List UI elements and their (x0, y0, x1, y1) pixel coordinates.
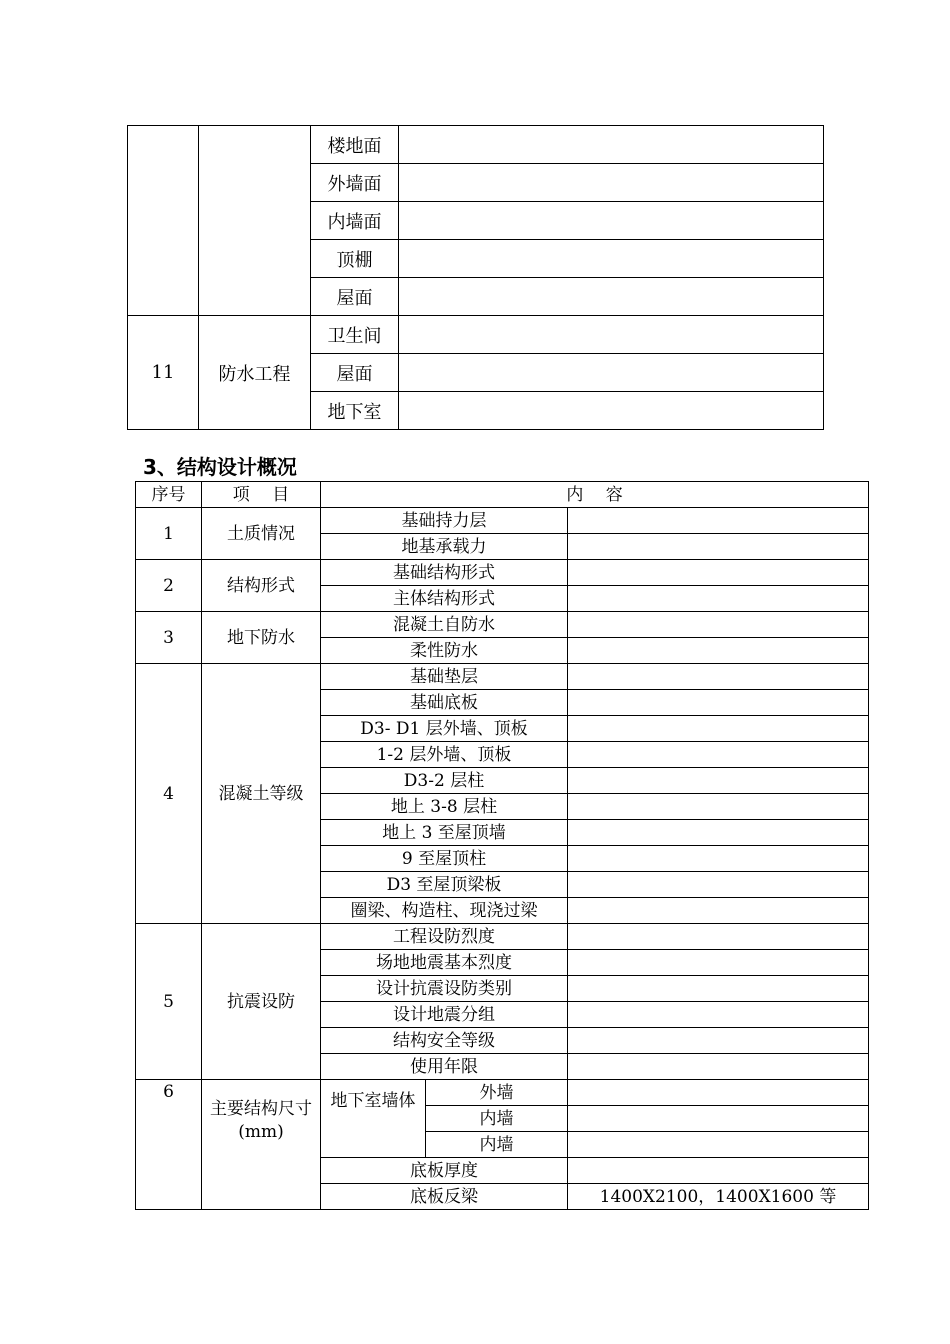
content-cell (568, 1028, 869, 1054)
content-cell (399, 126, 824, 164)
content-cell (568, 976, 869, 1002)
sub-item-cell: 基础垫层 (321, 664, 568, 690)
sub-item-cell: 顶棚 (311, 240, 399, 278)
sub-sub-item-cell: 内墙 (426, 1132, 568, 1158)
content-cell (568, 950, 869, 976)
item-cell: 抗震设防 (202, 924, 321, 1080)
item-cell: 防水工程 (199, 316, 311, 430)
sub-item-cell: 屋面 (311, 278, 399, 316)
item-cell: 混凝土等级 (202, 664, 321, 924)
header-item: 项 目 (202, 482, 321, 508)
table-row (136, 560, 869, 586)
sub-item-cell: 圈梁、构造柱、现浇过梁 (321, 898, 568, 924)
table-row (136, 508, 869, 534)
content-cell (399, 316, 824, 354)
decoration-table (127, 125, 824, 430)
sub-item-cell: 地上 3 至屋顶墙 (321, 820, 568, 846)
seq-cell: 4 (136, 664, 202, 924)
content-cell: 1400X2100，1400X1600 等 (568, 1184, 869, 1210)
content-cell (568, 768, 869, 794)
sub-item-cell: 底板厚度 (321, 1158, 568, 1184)
table-row (136, 664, 869, 690)
sub-item-cell: 基础底板 (321, 690, 568, 716)
sub-item-cell: D3 至屋顶梁板 (321, 872, 568, 898)
content-cell (568, 508, 869, 534)
content-cell (568, 586, 869, 612)
content-cell (568, 1158, 869, 1184)
content-cell (568, 1106, 869, 1132)
sub-item-cell: 混凝土自防水 (321, 612, 568, 638)
seq-cell: 11 (128, 316, 199, 430)
sub-item-cell: 地下室墙体 (321, 1080, 426, 1158)
sub-item-cell: 设计抗震设防类别 (321, 976, 568, 1002)
content-cell (568, 924, 869, 950)
seq-cell: 6 (136, 1080, 202, 1210)
content-cell (568, 612, 869, 638)
sub-item-cell: D3- D1 层外墙、顶板 (321, 716, 568, 742)
seq-cell: 1 (136, 508, 202, 560)
seq-cell (128, 126, 199, 316)
content-cell (568, 1132, 869, 1158)
table-row (136, 924, 869, 950)
content-cell (568, 664, 869, 690)
item-cell: 土质情况 (202, 508, 321, 560)
content-cell (568, 534, 869, 560)
structure-design-table (135, 481, 869, 1210)
sub-item-cell: 工程设防烈度 (321, 924, 568, 950)
header-row (136, 482, 869, 508)
content-cell (568, 560, 869, 586)
content-cell (568, 794, 869, 820)
sub-item-cell: 地下室 (311, 392, 399, 430)
item-cell: 地下防水 (202, 612, 321, 664)
header-content: 内 容 (321, 482, 869, 508)
header-seq: 序号 (136, 482, 202, 508)
sub-item-cell: 卫生间 (311, 316, 399, 354)
content-cell (568, 820, 869, 846)
sub-item-cell: 屋面 (311, 354, 399, 392)
sub-item-cell: 地基承载力 (321, 534, 568, 560)
table-row (136, 1080, 869, 1106)
content-cell (399, 240, 824, 278)
sub-item-cell: 外墙面 (311, 164, 399, 202)
item-cell: 主要结构尺寸(mm) (202, 1080, 321, 1210)
sub-item-cell: 使用年限 (321, 1054, 568, 1080)
content-cell (568, 872, 869, 898)
sub-item-cell: 设计地震分组 (321, 1002, 568, 1028)
content-cell (399, 354, 824, 392)
content-cell (399, 392, 824, 430)
sub-item-cell: 基础结构形式 (321, 560, 568, 586)
content-cell (568, 742, 869, 768)
content-cell (568, 638, 869, 664)
sub-item-cell: 楼地面 (311, 126, 399, 164)
table-row (128, 126, 824, 164)
item-cell: 结构形式 (202, 560, 321, 612)
sub-item-cell: 结构安全等级 (321, 1028, 568, 1054)
content-cell (568, 1054, 869, 1080)
content-cell (399, 202, 824, 240)
sub-item-cell: 主体结构形式 (321, 586, 568, 612)
seq-cell: 5 (136, 924, 202, 1080)
section-heading: 3、结构设计概况 (143, 455, 297, 479)
content-cell (568, 1002, 869, 1028)
sub-item-cell: 底板反梁 (321, 1184, 568, 1210)
sub-item-cell: 9 至屋顶柱 (321, 846, 568, 872)
content-cell (399, 164, 824, 202)
sub-item-cell: 1-2 层外墙、顶板 (321, 742, 568, 768)
item-cell (199, 126, 311, 316)
content-cell (568, 1080, 869, 1106)
content-cell (568, 846, 869, 872)
content-cell (568, 898, 869, 924)
seq-cell: 2 (136, 560, 202, 612)
content-cell (399, 278, 824, 316)
sub-sub-item-cell: 外墙 (426, 1080, 568, 1106)
table-row (136, 612, 869, 638)
content-cell (568, 716, 869, 742)
content-cell (568, 690, 869, 716)
sub-item-cell: 地上 3-8 层柱 (321, 794, 568, 820)
sub-item-cell: 柔性防水 (321, 638, 568, 664)
table-row (128, 316, 824, 354)
sub-item-cell: 基础持力层 (321, 508, 568, 534)
sub-sub-item-cell: 内墙 (426, 1106, 568, 1132)
sub-item-cell: 内墙面 (311, 202, 399, 240)
seq-cell: 3 (136, 612, 202, 664)
sub-item-cell: 场地地震基本烈度 (321, 950, 568, 976)
sub-item-cell: D3-2 层柱 (321, 768, 568, 794)
